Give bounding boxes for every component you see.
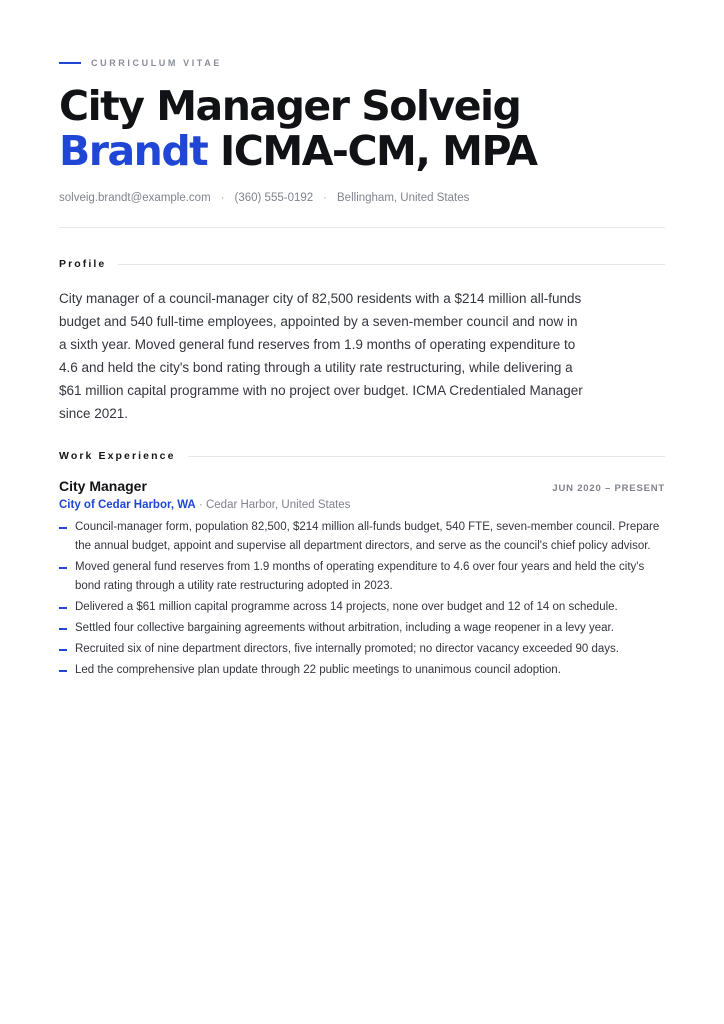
contact-phone[interactable]: (360) 555-0192 <box>234 192 314 204</box>
bullet-dash <box>59 649 67 651</box>
job-title: City Manager <box>59 478 147 494</box>
section-divider <box>118 264 665 265</box>
job-organization <box>59 499 665 511</box>
profile-section-header <box>59 258 665 270</box>
bullet-text: Settled four collective bargaining agreements without arbitration, including a wage reopener in a levy year. <box>75 622 614 634</box>
bullet-dash <box>59 607 67 609</box>
bullet-text: Delivered a $61 million capital programme across 14 projects, none over budget and 12 of 14 on schedule. <box>75 601 618 613</box>
bullet-dash <box>59 527 67 529</box>
name-line-1: City Manager Solveig <box>59 82 521 130</box>
job-bullet <box>59 619 665 638</box>
eyebrow <box>59 56 665 70</box>
contact-email[interactable]: solveig.brandt@example.com <box>59 192 211 204</box>
bullet-text: Led the comprehensive plan update through 22 public meetings to unanimous council adoption. <box>75 664 561 676</box>
job-bullets <box>59 518 665 680</box>
job-dates: JUN 2020 – PRESENT <box>552 483 665 494</box>
profile-summary: City manager of a council-manager city of 82,500 residents with a $214 million all-funds budget and 540 full-time employees, appointed by a seven-member council and now in a sixth year. Moved general fund reserves from 1.9 months of operating expenditure to 4.6 and held the city's bond rating through a utility rate restructuring, while delivering a $61 million capital programme with no project over budget. ICMA Credentialed Manager since 2021. <box>59 291 583 421</box>
job-bullet <box>59 598 665 617</box>
job-bullet <box>59 661 665 680</box>
profile-heading: Profile <box>59 258 107 270</box>
experience-heading: Work Experience <box>59 450 176 462</box>
job-bullet <box>59 518 665 556</box>
header-divider <box>59 227 665 228</box>
contact-line <box>59 192 665 204</box>
name-credentials: ICMA-CM, MPA <box>207 127 537 175</box>
bullet-text: Moved general fund reserves from 1.9 months of operating expenditure to 4.6 over four years and held the city's bond rating through a utility rate restructuring adopted in 2023. <box>75 561 645 592</box>
name-accent: Brandt <box>59 127 208 175</box>
section-divider <box>188 456 665 457</box>
job-bullet <box>59 558 665 596</box>
job-header <box>59 478 665 494</box>
contact-separator: · <box>220 192 225 204</box>
job-bullet <box>59 640 665 659</box>
bullet-dash <box>59 628 67 630</box>
contact-location: Bellingham, United States <box>337 192 470 204</box>
job-location: · Cedar Harbor, United States <box>195 499 351 511</box>
eyebrow-rule <box>59 62 81 64</box>
employer-name: City of Cedar Harbor, WA <box>59 499 196 511</box>
bullet-text: Council-manager form, population 82,500, $214 million all-funds budget, 540 FTE, seven-member council. Prepare the annual budget, appoint and supervise all department directors, and serve as the council's chief policy advisor. <box>75 521 660 552</box>
eyebrow-label: CURRICULUM VITAE <box>91 58 222 68</box>
experience-section-header <box>59 450 665 462</box>
job-entry <box>59 478 665 680</box>
candidate-name <box>59 84 665 174</box>
bullet-text: Recruited six of nine department directors, five internally promoted; no director vacancy exceeded 90 days. <box>75 643 619 655</box>
bullet-dash <box>59 567 67 569</box>
bullet-dash <box>59 670 67 672</box>
contact-separator: · <box>323 192 328 204</box>
